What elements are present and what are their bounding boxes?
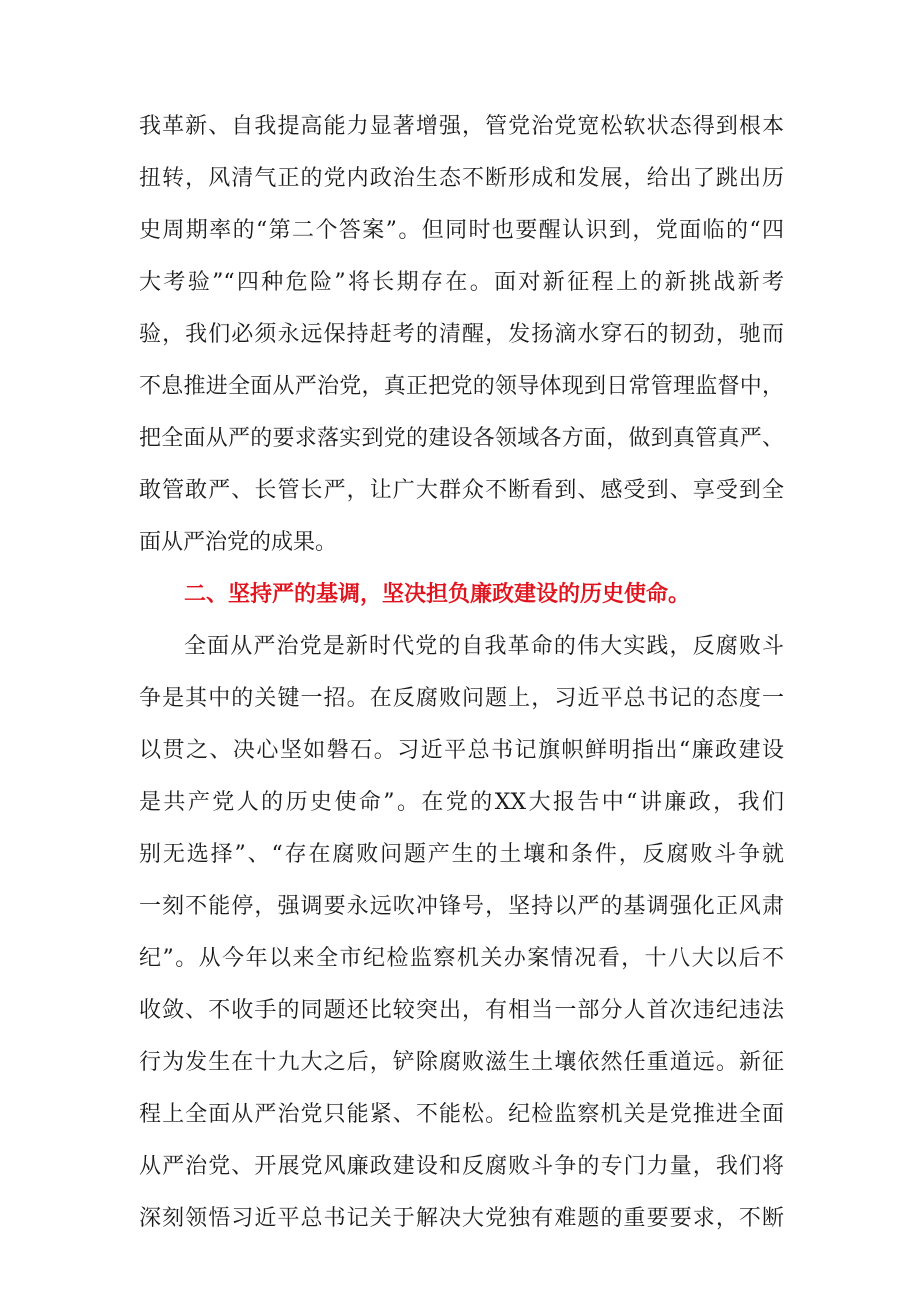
- paragraph-1-line: 大考验”“四种危险”将长期存在。面对新征程上的新挑战新考: [139, 270, 784, 295]
- paragraph-2-line: 以贯之、决心坚如磐石。习近平总书记旗帜鲜明指出“廉政建设: [139, 738, 784, 763]
- paragraph-2-line: 全面从严治党是新时代党的自我革命的伟大实践，反腐败斗: [184, 634, 784, 659]
- paragraph-1-line: 验，我们必须永远保持赶考的清醒，发扬滴水穿石的韧劲，驰而: [139, 322, 784, 347]
- paragraph-2-line: 行为发生在十九大之后，铲除腐败滋生土壤依然任重道远。新征: [139, 1050, 784, 1075]
- paragraph-2-line: 从严治党、开展党风廉政建设和反腐败斗争的专门力量，我们将: [139, 1154, 784, 1179]
- paragraph-1-line: 不息推进全面从严治党，真正把党的领导体现到日常管理监督中，: [139, 374, 784, 399]
- paragraph-2-line: 深刻领悟习近平总书记关于解决大党独有难题的重要要求，不断: [139, 1206, 784, 1231]
- paragraph-1-line: 史周期率的“第二个答案”。但同时也要醒认识到，党面临的“四: [139, 218, 784, 243]
- paragraph-2-line: 程上全面从严治党只能紧、不能松。纪检监察机关是党推进全面: [139, 1102, 784, 1127]
- paragraph-1-line: 敢管敢严、长管长严，让广大群众不断看到、感受到、享受到全: [139, 478, 784, 503]
- paragraph-1-line: 我革新、自我提高能力显著增强，管党治党宽松软状态得到根本: [139, 114, 784, 139]
- paragraph-2-line: 纪”。从今年以来全市纪检监察机关办案情况看，十八大以后不: [139, 946, 784, 971]
- paragraph-2-line: 是共产党人的历史使命”。在党的XX大报告中“讲廉政，我们: [139, 790, 784, 815]
- paragraph-2-line: 争是其中的关键一招。在反腐败问题上，习近平总书记的态度一: [139, 686, 784, 711]
- paragraph-1-line: 扭转，风清气正的党内政治生态不断形成和发展，给出了跳出历: [139, 166, 784, 191]
- paragraph-1-line: 面从严治党的成果。: [139, 530, 338, 555]
- section-heading: 二、坚持严的基调，坚决担负廉政建设的历史使命。: [184, 582, 691, 607]
- paragraph-2-line: 别无选择”、“存在腐败问题产生的土壤和条件，反腐败斗争就: [139, 842, 784, 867]
- paragraph-1-line: 把全面从严的要求落实到党的建设各领域各方面，做到真管真严、: [139, 426, 784, 451]
- paragraph-2-line: 一刻不能停，强调要永远吹冲锋号，坚持以严的基调强化正风肃: [139, 894, 784, 919]
- paragraph-2-line: 收敛、不收手的同题还比较突出，有相当一部分人首次违纪违法: [139, 998, 784, 1023]
